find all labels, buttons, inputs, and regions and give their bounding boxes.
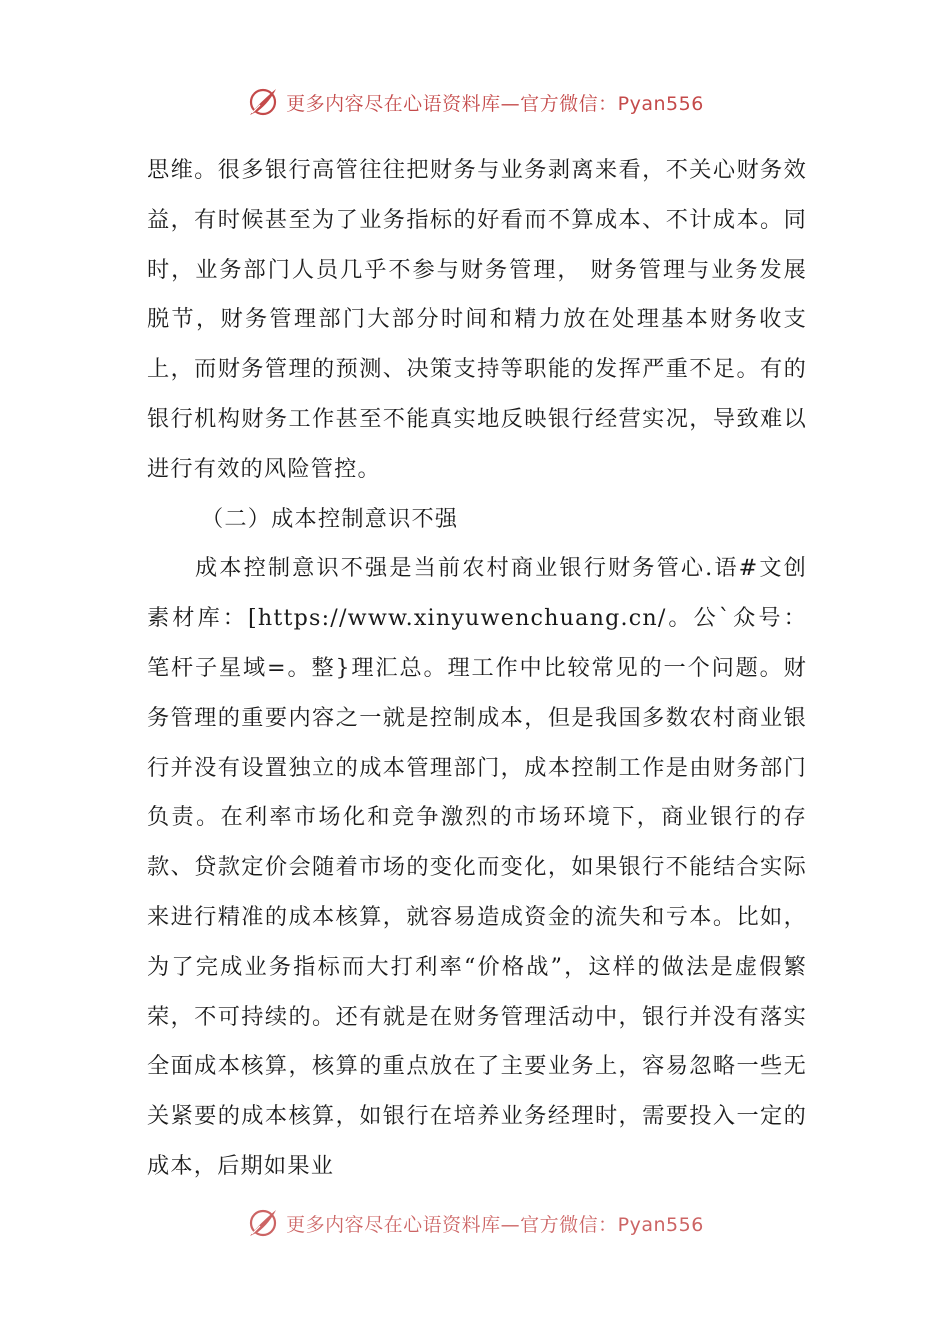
quill-pen-circle-icon: [246, 1206, 280, 1240]
section-heading: （二）成本控制意识不强: [201, 505, 459, 532]
body-paragraph: 思维。很多银行高管往往把财务与业务剥离来看，不关心财务效益，有时候甚至为了业务指标的好看而不算成本、不计成本。同时，业务部门人员几乎不参与财务管理， 财务管理与业务发展脱节，财务管理部门大部分时间和精力放在处理基本财务收支上，而财务管理的预测、决策支持等职能的发挥严重不足。有的银行机构财务工作甚至不能真实地反映银行经营实况，导致难以进行有效的风险管控。: [147, 157, 807, 482]
quill-pen-circle-icon: [246, 85, 280, 119]
footer-watermark: [0, 1203, 950, 1243]
header-watermark-text: 更多内容尽在心语资料库—官方微信：Pyan556: [286, 92, 704, 115]
header-watermark: [0, 82, 950, 122]
document-body: [147, 146, 807, 1192]
body-paragraph: 成本控制意识不强是当前农村商业银行财务管心.语#文创素材库：[https://www.xinyuwenchuang.cn/。公`众号：笔杆子星域=。整}理汇总。理工作中比较常见的一个问题。财务管理的重要内容之一就是控制成本，但是我国多数农村商业银行并没有设置独立的成本管理部门，成本控制工作是由财务部门负责。在利率市场化和竞争激烈的市场环境下，商业银行的存款、贷款定价会随着市场的变化而变化，如果银行不能结合实际来进行精准的成本核算，就容易造成资金的流失和亏本。比如，为了完成业务指标而大打利率“价格战”，这样的做法是虚假繁荣，不可持续的。还有就是在财务管理活动中，银行并没有落实全面成本核算，核算的重点放在了主要业务上，容易忽略一些无关紧要的成本核算，如银行在培养业务经理时，需要投入一定的成本，后期如果业: [147, 555, 807, 1179]
footer-watermark-text: 更多内容尽在心语资料库—官方微信：Pyan556: [286, 1213, 704, 1236]
